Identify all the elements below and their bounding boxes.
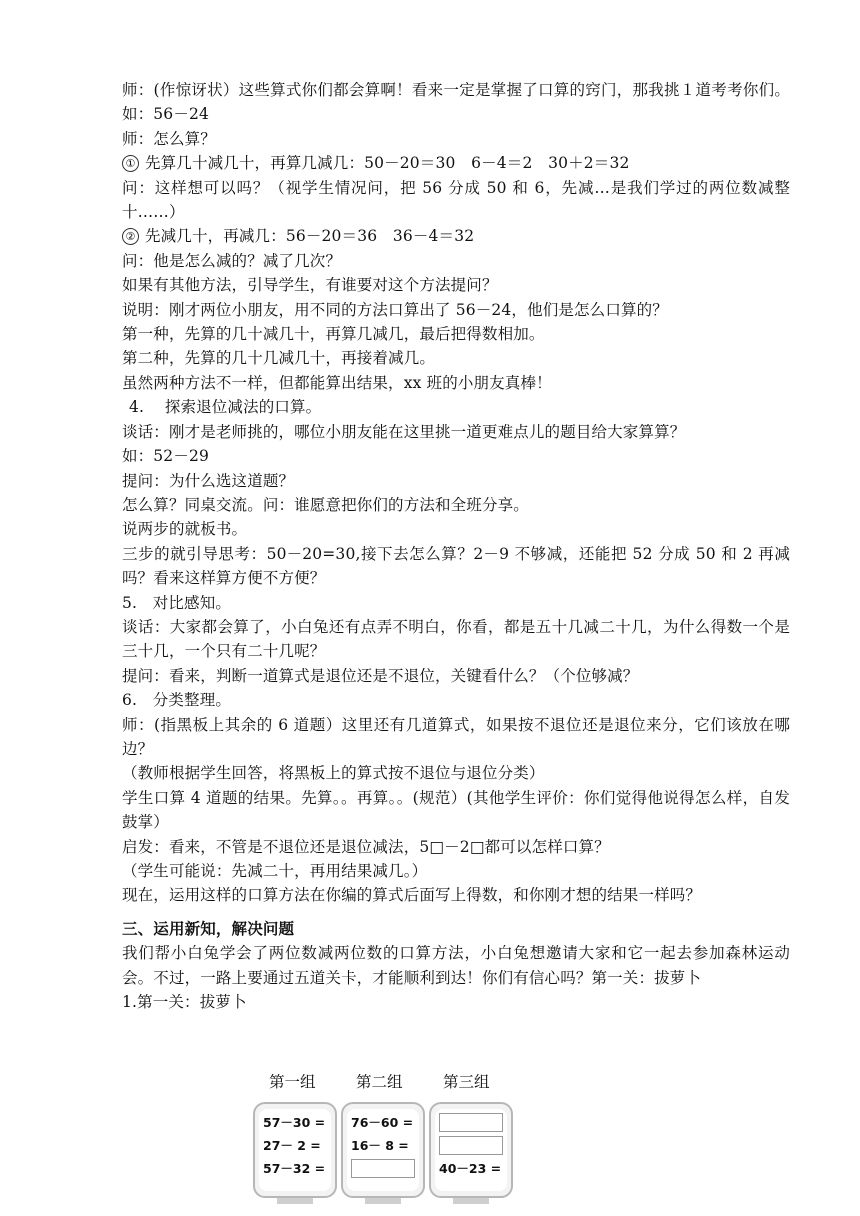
- blank-slot: [439, 1113, 503, 1132]
- paragraph: 启发：看来，不管是不退位还是退位减法，5□－2□都可以怎样口算？: [122, 837, 610, 856]
- paragraph: 师：(作惊讶状）这些算式你们都会算啊！看来一定是掌握了口算的窍门，那我挑１道考考你们。如：56－24: [122, 81, 790, 124]
- paragraph: 提问：看来，判断一道算式是退位还是不退位，关键看什么？（个位够减？: [122, 666, 639, 685]
- exercise-groups: [253, 1064, 515, 1216]
- equation: 40－23 =: [439, 1161, 502, 1176]
- document-body: [122, 78, 790, 1014]
- paragraph: 师：怎么算？: [122, 129, 216, 148]
- paragraph: 问：这样想可以吗？（视学生情况问，把 56 分成 50 和 6，先减…是我们学过的两位数减整十……）: [122, 178, 790, 222]
- equation: 76－60 =: [351, 1115, 414, 1130]
- blank-slot: [439, 1136, 503, 1155]
- paragraph: 谈话：大家都会算了，小白兔还有点弄不明白，你看，都是五十几减二十几，为什么得数一个是三十几，一个只有二十几呢？: [122, 617, 790, 661]
- paragraph: （教师根据学生回答，将黑板上的算式按不退位与退位分类）: [122, 764, 545, 783]
- paragraph: 怎么算？同桌交流。问：谁愿意把你们的方法和全班分享。: [122, 495, 529, 514]
- paragraph: 提问：为什么选这道题？: [122, 471, 295, 490]
- paragraph: 第二种，先算的几十几减几十，再接着减几。: [122, 349, 436, 368]
- paragraph: 师：(指黑板上其余的 6 道题）这里还有几道算式，如果按不退位还是退位来分，它们该放在哪边？: [122, 715, 790, 758]
- group-label: 第一组: [269, 1073, 316, 1091]
- section-item-5: 5. 对比感知。: [122, 593, 231, 612]
- equation: 57－30 =: [263, 1115, 326, 1130]
- paragraph: 第一种，先算的几十减几十，再算几减几，最后把得数相加。: [122, 325, 545, 344]
- group-card-2: [341, 1102, 425, 1198]
- card-panel: [435, 1109, 507, 1191]
- group-card-1: [253, 1102, 337, 1198]
- equation: 57－32 =: [263, 1161, 326, 1176]
- card-panel: [259, 1109, 331, 1191]
- equation: 27－ 2 =: [263, 1138, 321, 1153]
- section-item-4: 4. 探索退位减法的口算。: [129, 398, 322, 417]
- paragraph: （学生可能说：先减二十，再用结果减几。）: [122, 862, 428, 880]
- paragraph: 虽然两种方法不一样，但都能算出结果，xx 班的小朋友真棒！: [122, 373, 552, 392]
- paragraph: 我们帮小白兔学会了两位数减两位数的口算方法，小白兔想邀请大家和它一起去参加森林运动会。不过，一路上要通过五道关卡，才能顺利到达！你们有信心吗？第一关：拔萝卜: [122, 944, 790, 987]
- paragraph: 三步的就引导思考：50－20=30,接下去怎么算？2－9 不够减，还能把 52 分成 50 和 2 再减吗？看来这样算方便不方便？: [122, 544, 790, 588]
- section-heading: 三、运用新知，解决问题: [122, 919, 295, 938]
- section-item-6: 6. 分类整理。: [122, 691, 231, 710]
- paragraph: 说两步的就板书。: [122, 520, 248, 539]
- group-card-3: [429, 1102, 513, 1198]
- method-two-text: 先减几十，再减几：56－20＝36 36－4＝32: [145, 227, 475, 246]
- equation: 16－ 8 =: [351, 1138, 409, 1153]
- group-label: 第三组: [443, 1073, 490, 1091]
- method-one-line: [122, 151, 790, 175]
- paragraph: 说明：刚才两位小朋友，用不同的方法口算出了 56－24，他们是怎么口算的？: [122, 300, 668, 319]
- method-two-line: [122, 224, 790, 248]
- card-foot: [453, 1198, 489, 1204]
- blank-slot: [351, 1159, 415, 1178]
- card-panel: [347, 1109, 419, 1191]
- paragraph: 谈话：刚才是老师挑的，哪位小朋友能在这里挑一道更难点儿的题目给大家算算？: [122, 422, 686, 441]
- group-label: 第二组: [356, 1073, 403, 1091]
- card-foot: [277, 1198, 313, 1204]
- paragraph: 现在，运用这样的口算方法在你编的算式后面写上得数，和你刚才想的结果一样吗？: [122, 886, 702, 905]
- paragraph: 学生口算 4 道题的结果。先算。。再算。。(规范）(其他学生评价：你们觉得他说得怎么样，自发鼓掌）: [122, 788, 790, 832]
- paragraph: 如果有其他方法，引导学生，有谁要对这个方法提问？: [122, 276, 498, 295]
- card-foot: [365, 1198, 401, 1204]
- circled-number: ②: [122, 228, 139, 245]
- paragraph: 问：他是怎么减的？减了几次？: [122, 251, 342, 270]
- circled-number: ①: [122, 155, 139, 172]
- paragraph: 如：52－29: [122, 447, 209, 466]
- method-one-text: 先算几十减几十，再算几减几：50－20＝30 6－4＝2 30＋2＝32: [145, 154, 630, 173]
- exercise-title: 1.第一关：拔萝卜: [122, 993, 247, 1012]
